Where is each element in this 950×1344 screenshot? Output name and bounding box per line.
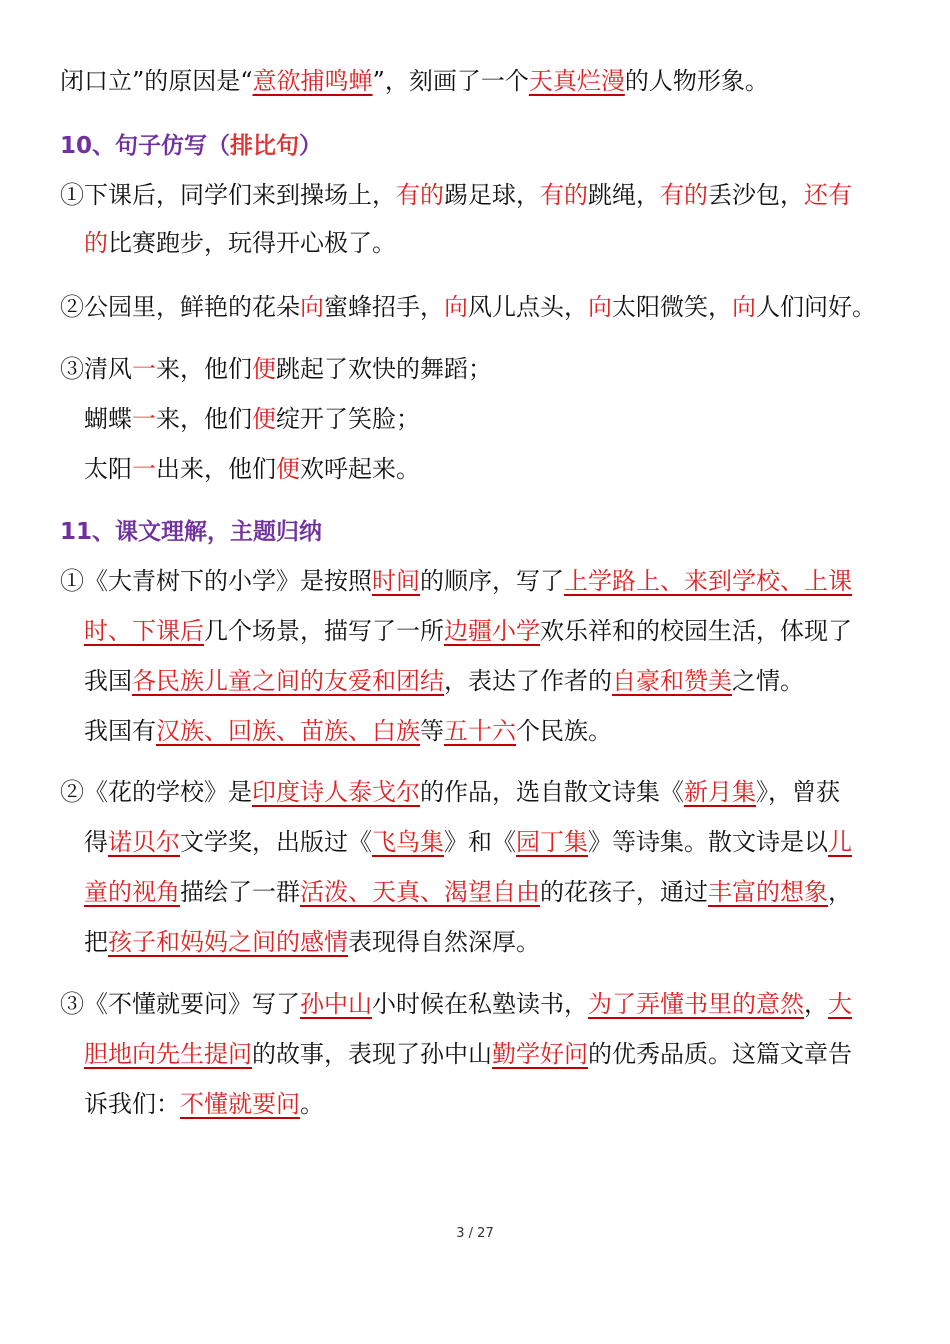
answer-underline: 大 bbox=[828, 990, 852, 1018]
page-number: 3 / 27 bbox=[456, 1226, 494, 1241]
section-heading-11: 11、课文理解，主题归纳 bbox=[60, 519, 323, 545]
text-line: ②公园里，鲜艳的花朵向蜜蜂招手，向风儿点头，向太阳微笑，向人们问好。 bbox=[60, 293, 876, 321]
text-line: ③清风一来，他们便跳起了欢快的舞蹈； bbox=[60, 355, 492, 383]
answer-underline: 孩子和妈妈之间的感情 bbox=[108, 928, 348, 956]
text-line: ②《花的学校》是印度诗人泰戈尔的作品，选自散文诗集《新月集》，曾获 bbox=[60, 778, 840, 806]
text-line: 童的视角描绘了一群活泼、天真、渴望自由的花孩子，通过丰富的想象， bbox=[84, 878, 852, 906]
answer-underline: 飞鸟集 bbox=[372, 828, 444, 856]
text-line: 太阳一出来，他们便欢呼起来。 bbox=[84, 455, 420, 483]
section-heading-10: 10、句子仿写（排比句） bbox=[60, 133, 323, 159]
text-line: ③《不懂就要问》写了孙中山小时候在私塾读书，为了弄懂书里的意然，大 bbox=[60, 990, 852, 1018]
answer-underline: 边疆小学 bbox=[444, 617, 540, 645]
text-line: ①《大青树下的小学》是按照时间的顺序，写了上学路上、来到学校、上课 bbox=[60, 567, 852, 595]
answer-underline: 时、下课后 bbox=[84, 617, 204, 645]
text-line: 诉我们：不懂就要问。 bbox=[84, 1090, 324, 1118]
answer-underline: 诺贝尔 bbox=[108, 828, 180, 856]
answer-underline: 孙中山 bbox=[300, 990, 372, 1018]
text-line: ①下课后，同学们来到操场上，有的踢足球，有的跳绳，有的丢沙包，还有 bbox=[60, 181, 852, 209]
answer-underline: 不懂就要问 bbox=[180, 1090, 300, 1118]
answer-underline: 上学路上、来到学校、上课 bbox=[564, 567, 852, 595]
text-line: 我国各民族儿童之间的友爱和团结，表达了作者的自豪和赞美之情。 bbox=[84, 667, 804, 695]
answer-underline: 儿 bbox=[828, 828, 852, 856]
answer-underline: 五十六 bbox=[444, 717, 516, 745]
answer-underline: 时间 bbox=[372, 567, 420, 595]
answer-underline: 自豪和赞美 bbox=[612, 667, 732, 695]
text-line: 的比赛跑步，玩得开心极了。 bbox=[84, 229, 396, 257]
text-line: 时、下课后几个场景，描写了一所边疆小学欢乐祥和的校园生活，体现了 bbox=[84, 617, 852, 645]
text-line: 得诺贝尔文学奖，出版过《飞鸟集》和《园丁集》等诗集。散文诗是以儿 bbox=[84, 828, 852, 856]
answer-underline: 丰富的想象 bbox=[708, 878, 828, 906]
answer-underline: 汉族、回族、苗族、白族 bbox=[156, 717, 420, 745]
answer-underline: 意欲捕鸣蝉 bbox=[252, 67, 373, 95]
answer-underline: 印度诗人泰戈尔 bbox=[252, 778, 420, 806]
text-line: 把孩子和妈妈之间的感情表现得自然深厚。 bbox=[84, 928, 540, 956]
text-line: 我国有汉族、回族、苗族、白族等五十六个民族。 bbox=[84, 717, 612, 745]
answer-underline: 童的视角 bbox=[84, 878, 180, 906]
answer-underline: 为了弄懂书里的意然 bbox=[588, 990, 804, 1018]
answer-underline: 新月集 bbox=[684, 778, 756, 806]
answer-underline: 胆地向先生提问 bbox=[84, 1040, 252, 1068]
answer-underline: 天真烂漫 bbox=[528, 67, 625, 95]
text-line: 闭口立”的原因是“意欲捕鸣蝉”，刻画了一个天真烂漫的人物形象。 bbox=[60, 67, 769, 95]
answer-underline: 勤学好问 bbox=[492, 1040, 588, 1068]
text-line: 胆地向先生提问的故事，表现了孙中山勤学好问的优秀品质。这篇文章告 bbox=[84, 1040, 852, 1068]
answer-underline: 园丁集 bbox=[516, 828, 588, 856]
answer-underline: 各民族儿童之间的友爱和团结 bbox=[132, 667, 444, 695]
text-line: 蝴蝶一来，他们便绽开了笑脸； bbox=[84, 405, 420, 433]
answer-underline: 活泼、天真、渴望自由 bbox=[300, 878, 540, 906]
